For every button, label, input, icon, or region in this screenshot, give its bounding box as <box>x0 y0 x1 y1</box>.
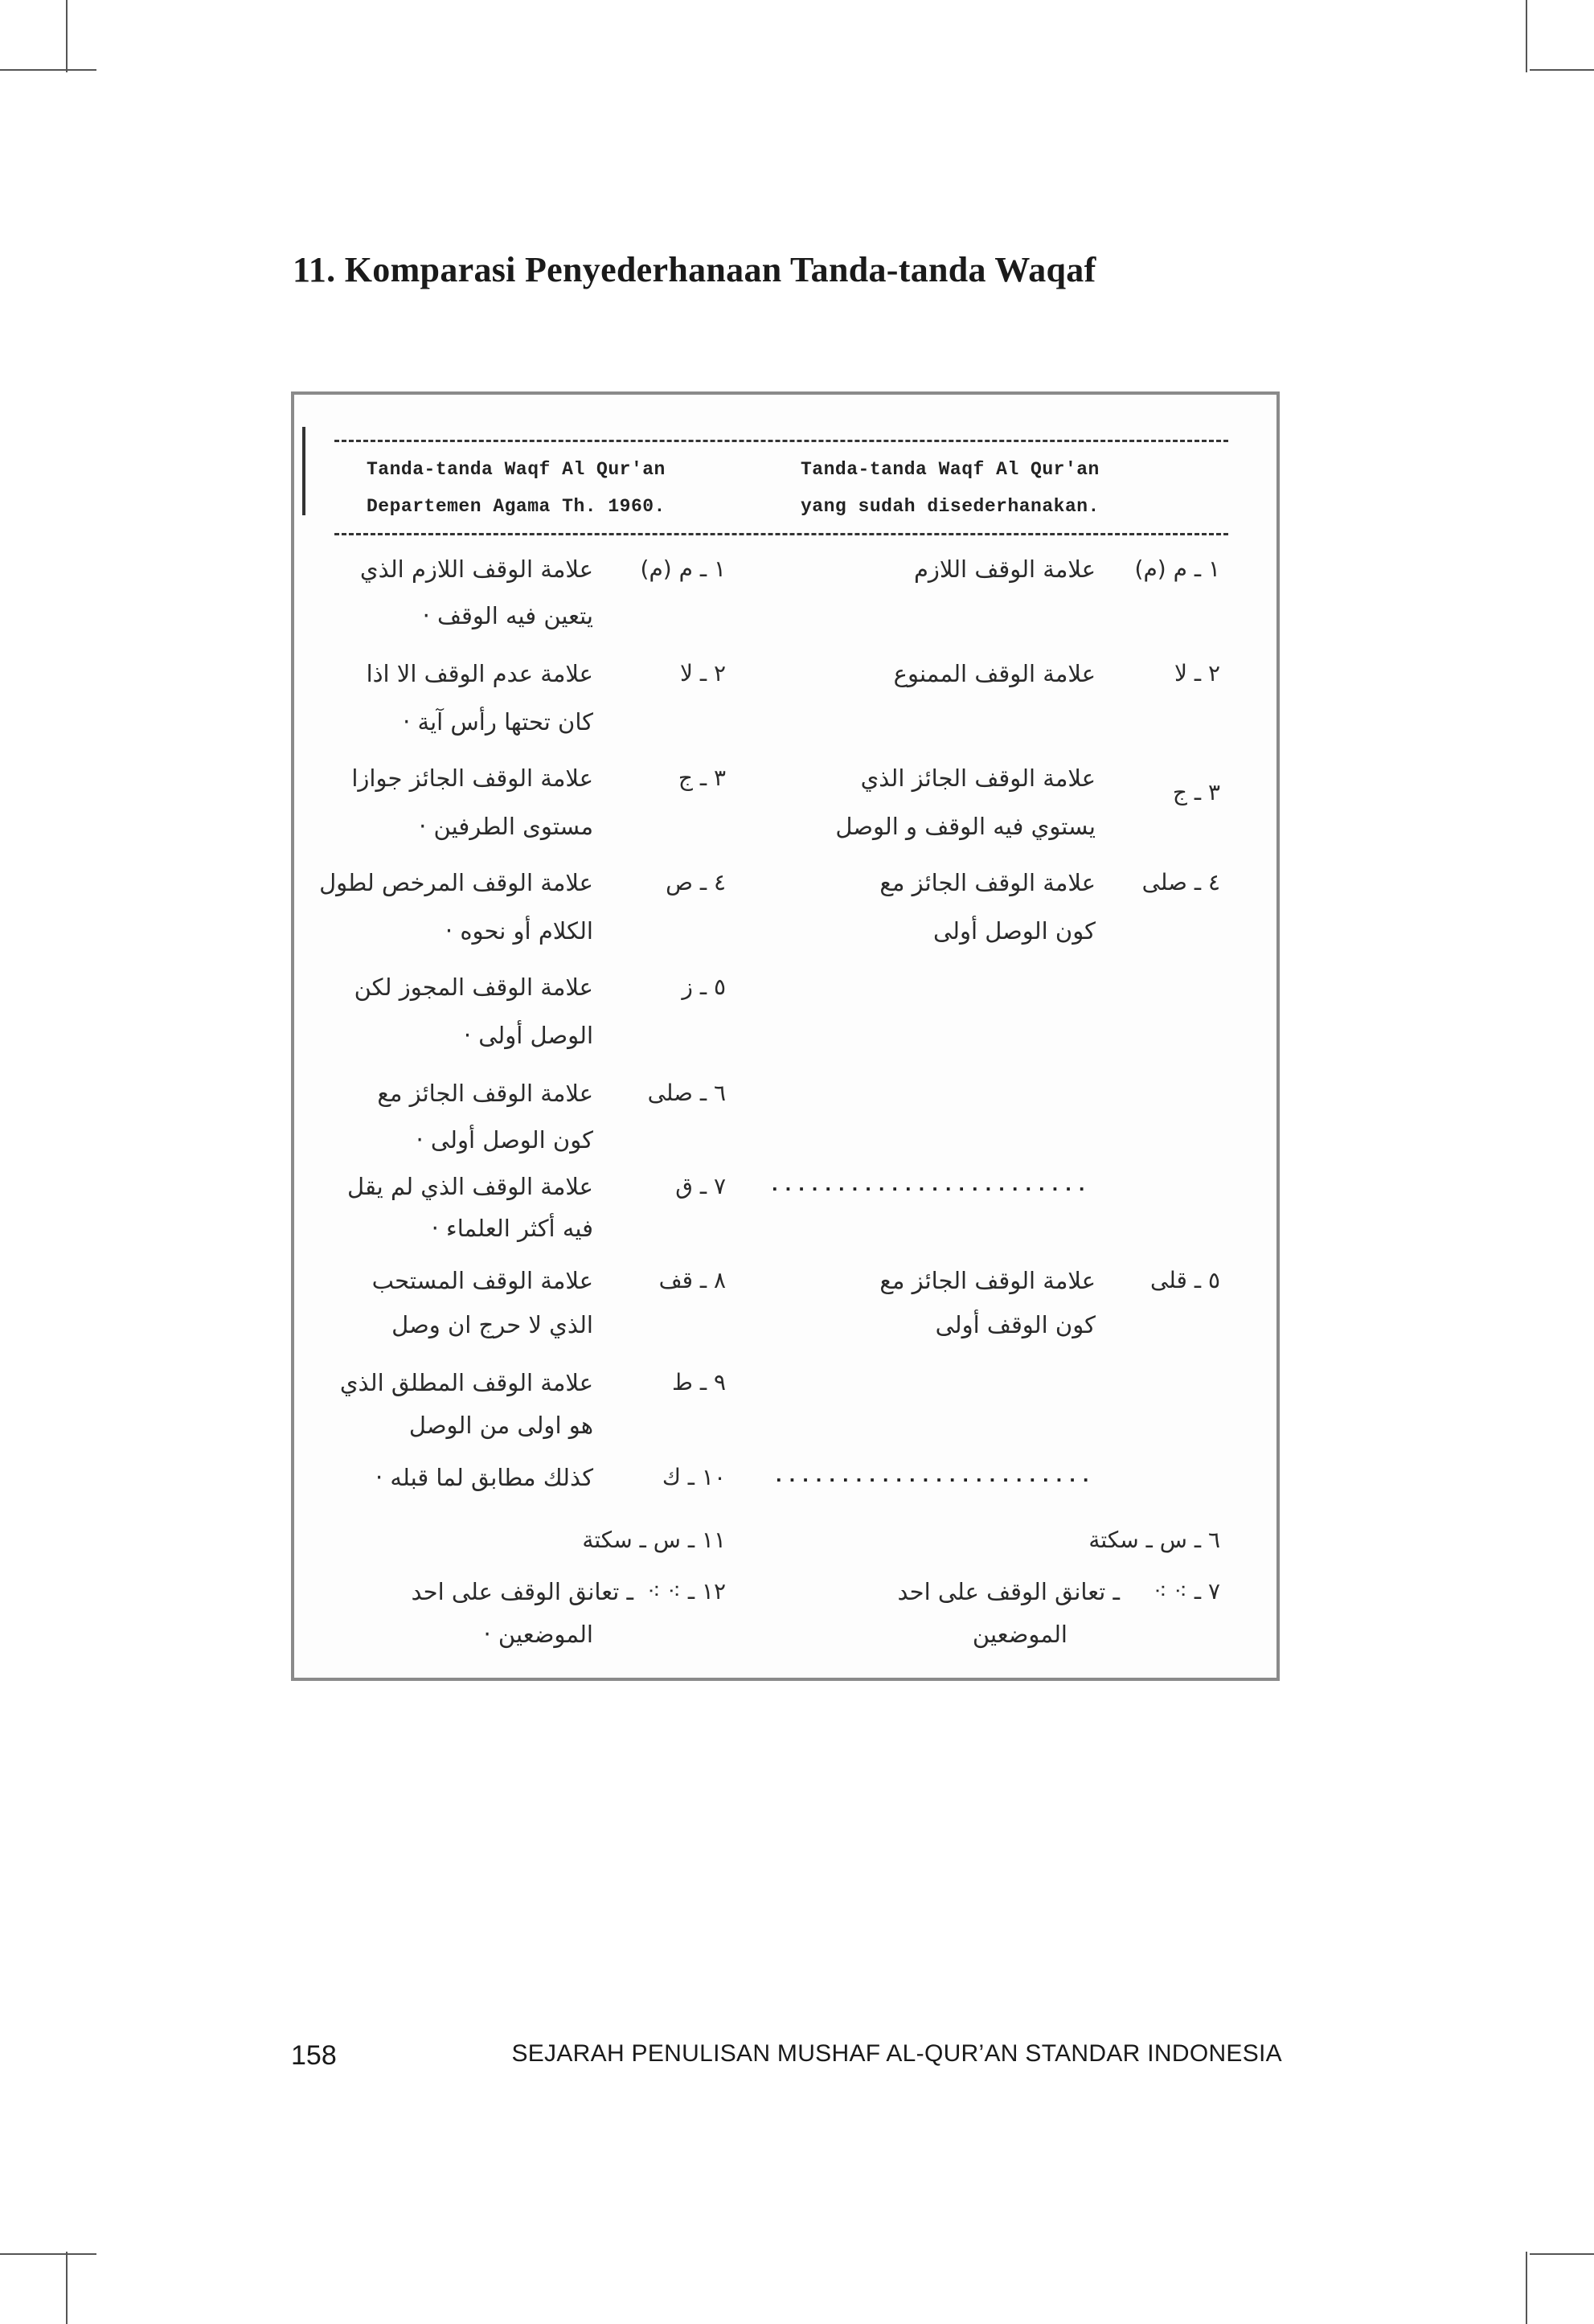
crop-mark <box>1526 0 1527 72</box>
left-row-7-line-1: علامة الوقف الذي لم يقل <box>347 1173 593 1200</box>
left-row-5-line-2: الوصل أولى · <box>463 1022 593 1049</box>
right-row-1-line-1: علامة الوقف اللازم <box>913 555 1096 583</box>
left-row-5-num: ٥ ـ ز <box>682 973 726 1000</box>
right-row-5-line-1: علامة الوقف الجائز مع <box>879 1267 1096 1294</box>
left-row-5-line-1: علامة الوقف المجوز لكن <box>354 973 593 1001</box>
right-row-2-line-1: علامة الوقف الممنوع <box>893 660 1096 687</box>
right-row-5-num: ٥ ـ قلى <box>1149 1267 1220 1293</box>
right-row-3-num: ٣ ـ ج <box>1172 779 1220 805</box>
right-header-line-1: Tanda-tanda Waqf Al Qur'an <box>801 459 1100 480</box>
left-header-line-1: Tanda-tanda Waqf Al Qur'an <box>367 459 666 480</box>
scan-edge-mark <box>302 427 305 515</box>
section-heading: 11. Komparasi Penyederhanaan Tanda-tanda Waqaf <box>293 250 1096 289</box>
left-row-7-num: ٧ ـ ق <box>675 1173 726 1199</box>
right-header-line-2: yang sudah disederhanakan. <box>801 496 1100 517</box>
left-row-9-num: ٩ ـ ط <box>672 1369 726 1396</box>
crop-mark <box>1530 2253 1594 2255</box>
right-row-5-line-2: كون الوقف أولى <box>935 1311 1096 1338</box>
left-row-12-line-1: ـ تعانق الوقف على احد <box>411 1578 633 1605</box>
right-row-7-num: ٧ ـ ⁖ ⁖ <box>1153 1578 1220 1605</box>
left-row-1-num: ١ ـ م (م) <box>640 555 726 582</box>
left-row-10-num: ١٠ ـ ك <box>662 1464 726 1490</box>
left-row-3-line-1: علامة الوقف الجائز جوازا <box>351 764 593 792</box>
crop-mark <box>0 69 96 71</box>
left-row-6-line-1: علامة الوقف الجائز مع <box>377 1080 593 1107</box>
table-header-rule <box>334 533 1228 535</box>
right-row-6-num: ٦ ـ س ـ سكتة <box>1088 1527 1220 1553</box>
left-row-2-line-2: كان تحتها رأس آية · <box>403 708 593 736</box>
right-row-7-line-2: الموضعين <box>972 1621 1067 1648</box>
crop-mark <box>66 0 68 72</box>
scanned-table-figure <box>291 391 1280 1681</box>
left-row-11-num: ١١ ـ س ـ سكتة <box>582 1527 726 1553</box>
running-title: SEJARAH PENULISAN MUSHAF AL-QUR’AN STANDAR INDONESIA <box>511 2040 1282 2067</box>
right-row-2-num: ٢ ـ لا <box>1174 660 1220 687</box>
right-row-4-line-1: علامة الوقف الجائز مع <box>879 869 1096 896</box>
right-row-dotted-placeholder: ........................ <box>768 1173 1089 1197</box>
left-row-3-line-2: مستوى الطرفين · <box>419 813 593 840</box>
table-top-rule <box>334 440 1228 442</box>
right-row-dotted-placeholder: ........................ <box>772 1464 1093 1488</box>
left-row-1-line-1: علامة الوقف اللازم الذي <box>359 555 593 583</box>
left-row-9-line-1: علامة الوقف المطلق الذي <box>339 1369 593 1396</box>
left-row-8-line-2: الذي لا حرج ان وصل <box>391 1311 593 1338</box>
right-row-1-num: ١ ـ م (م) <box>1134 555 1220 582</box>
left-row-12-num: ١٢ ـ ⁖ ⁖ <box>647 1578 726 1605</box>
left-row-4-line-2: الكلام أو نحوه · <box>445 917 593 945</box>
left-row-10-line-1: كذلك مطابق لما قبله · <box>375 1464 593 1491</box>
left-row-6-num: ٦ ـ صلى <box>647 1080 726 1106</box>
left-row-1-line-2: يتعين فيه الوقف · <box>422 602 593 629</box>
right-row-7-line-1: ـ تعانق الوقف على احد <box>897 1578 1120 1605</box>
left-row-4-num: ٤ ـ ص <box>666 869 726 896</box>
left-header-line-2: Departemen Agama Th. 1960. <box>367 496 666 517</box>
left-row-9-line-2: هو اولى من الوصل <box>408 1412 593 1439</box>
left-row-8-num: ٨ ـ قف <box>658 1267 726 1293</box>
right-row-3-line-2: يستوي فيه الوقف و الوصل <box>835 813 1096 840</box>
left-row-3-num: ٣ ـ ج <box>678 764 726 791</box>
page-number: 158 <box>291 2040 337 2071</box>
left-row-2-num: ٢ ـ لا <box>679 660 726 687</box>
left-row-4-line-1: علامة الوقف المرخص لطول <box>319 869 593 896</box>
left-row-7-line-2: فيه أكثر العلماء · <box>431 1215 593 1242</box>
left-row-6-line-2: كون الوصل أولى · <box>416 1126 593 1154</box>
crop-mark <box>0 2253 96 2255</box>
crop-mark <box>1526 2252 1527 2324</box>
right-row-4-line-2: كون الوصل أولى <box>932 917 1096 945</box>
crop-mark <box>66 2252 68 2324</box>
left-row-8-line-1: علامة الوقف المستحب <box>371 1267 593 1294</box>
left-row-2-line-1: علامة عدم الوقف الا اذا <box>366 660 593 687</box>
right-row-4-num: ٤ ـ صلى <box>1141 869 1220 896</box>
right-row-3-line-1: علامة الوقف الجائز الذي <box>860 764 1096 792</box>
crop-mark <box>1530 69 1594 71</box>
left-row-12-line-2: الموضعين · <box>483 1621 593 1648</box>
